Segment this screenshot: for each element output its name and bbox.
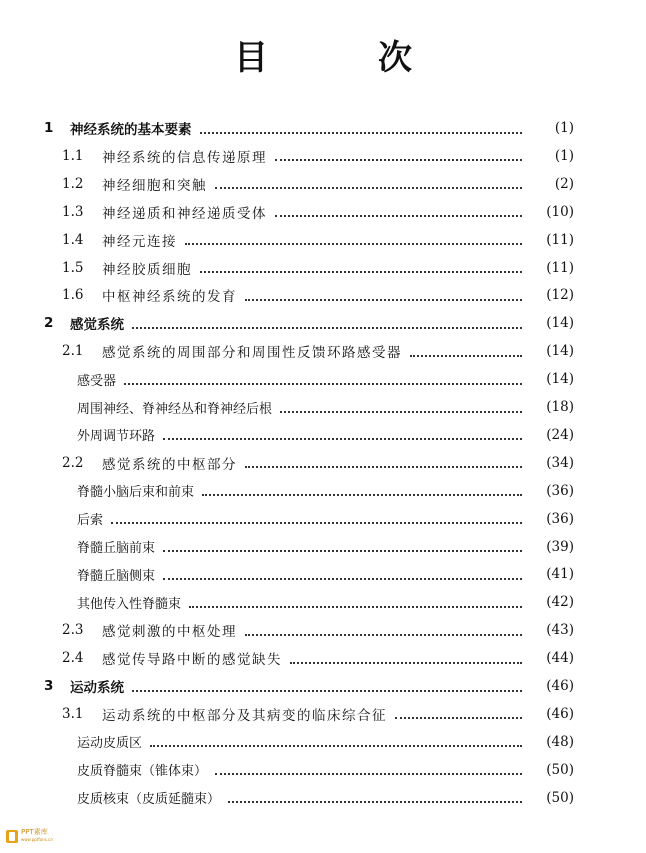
watermark-subtext: www.pptfans.cn — [21, 837, 53, 842]
toc-entry[interactable] — [0, 616, 646, 644]
toc-entry[interactable] — [0, 254, 646, 282]
toc-entry[interactable] — [0, 644, 646, 672]
toc-entry-title: 神经系统的信息传递原理 — [102, 149, 267, 166]
toc-entry[interactable] — [0, 477, 646, 505]
toc-entry[interactable] — [0, 533, 646, 561]
toc-entry-title: 运动皮质区 — [77, 736, 143, 752]
toc-entry-title: 皮质脊髓束（锥体束） — [77, 764, 208, 780]
dot-leader — [111, 521, 522, 524]
toc-entry-page: (11) — [546, 231, 574, 248]
toc-entry-page: (34) — [546, 454, 574, 471]
dot-leader — [163, 437, 522, 440]
toc-entry-title: 中枢神经系统的发育 — [102, 289, 237, 306]
toc-entry[interactable] — [0, 505, 646, 533]
toc-entry-number: 2.2 — [62, 454, 84, 471]
toc-entry-page: (50) — [546, 761, 574, 778]
toc-entry-title: 感受器 — [77, 373, 117, 389]
toc-entry[interactable] — [0, 700, 646, 728]
toc-entry-title: 其他传入性脊髓束 — [77, 596, 182, 612]
toc-entry[interactable] — [0, 588, 646, 616]
toc-entry-title: 后索 — [77, 513, 104, 529]
toc-entry-title: 脊髓小脑后束和前束 — [77, 485, 195, 501]
toc-entry-page: (1) — [554, 120, 574, 136]
toc-entry-page: (44) — [546, 650, 574, 667]
page-title: 目 次 — [234, 38, 450, 78]
toc-entry-title: 运动系统 — [70, 680, 124, 696]
toc-entry-number: 3 — [44, 678, 54, 694]
toc-entry[interactable] — [0, 672, 646, 700]
toc-entry-title: 周围神经、脊神经丛和脊神经后根 — [77, 401, 273, 417]
toc-entry-number: 1.4 — [62, 231, 84, 248]
toc-entry-page: (39) — [546, 538, 574, 555]
toc-entry-title: 神经元连接 — [102, 233, 177, 250]
toc-entry-title: 运动系统的中枢部分及其病变的临床综合征 — [102, 707, 387, 724]
toc-entry-page: (14) — [546, 371, 574, 388]
toc-entry[interactable] — [0, 365, 646, 393]
dot-leader — [275, 214, 522, 217]
toc-entry-page: (36) — [546, 510, 574, 527]
toc-entry-page: (41) — [546, 566, 574, 583]
toc-entry-page: (2) — [554, 175, 574, 192]
dot-leader — [395, 716, 522, 719]
toc-entry-number: 2 — [44, 315, 54, 332]
toc-entry-number: 1 — [44, 120, 54, 136]
toc-entry-title: 脊髓丘脑侧束 — [77, 568, 156, 584]
toc-entry-page: (11) — [546, 259, 574, 276]
toc-entry-page: (14) — [546, 343, 574, 360]
dot-leader — [410, 354, 522, 357]
toc-entry[interactable] — [0, 114, 646, 142]
toc-entry-number: 1.3 — [62, 203, 84, 220]
dot-leader — [245, 465, 522, 468]
book-icon — [6, 830, 18, 843]
dot-leader — [163, 549, 522, 552]
dot-leader — [245, 633, 522, 636]
watermark-text: PPT素库 — [21, 828, 48, 836]
toc-entry-title: 感觉系统的周围部分和周围性反馈环路感受器 — [102, 345, 402, 362]
toc-entry-title: 感觉传导路中断的感觉缺失 — [102, 652, 282, 669]
toc-entry-title: 感觉系统的中枢部分 — [102, 456, 237, 473]
toc-entry-page: (36) — [546, 482, 574, 499]
toc-entry-number: 1.2 — [62, 175, 84, 192]
toc-entry[interactable] — [0, 728, 646, 756]
toc-entry[interactable] — [0, 281, 646, 309]
toc-entry-title: 神经递质和神经递质受体 — [102, 205, 267, 222]
toc-entry-page: (1) — [554, 147, 574, 164]
dot-leader — [200, 131, 523, 134]
toc-entry-page: (24) — [546, 426, 574, 443]
toc-entry-page: (12) — [546, 287, 574, 304]
toc-entry[interactable] — [0, 421, 646, 449]
toc-entry-page: (46) — [546, 678, 574, 694]
toc-entry-page: (10) — [546, 203, 574, 220]
dot-leader — [280, 410, 522, 413]
toc-entry-title: 神经系统的基本要素 — [70, 122, 192, 138]
dot-leader — [275, 158, 522, 161]
toc-entry-title: 感觉系统 — [70, 317, 124, 334]
toc-entry-title: 神经细胞和突触 — [102, 177, 207, 194]
toc-entry[interactable] — [0, 226, 646, 254]
dot-leader — [150, 744, 522, 747]
toc-entry-page: (42) — [546, 594, 574, 611]
toc-entry[interactable] — [0, 309, 646, 337]
toc-entry[interactable] — [0, 560, 646, 588]
toc-entry-page: (14) — [546, 315, 574, 332]
toc-entry-title: 感觉刺激的中枢处理 — [102, 624, 237, 641]
dot-leader — [163, 577, 522, 580]
toc-entry[interactable] — [0, 393, 646, 421]
dot-leader — [202, 493, 522, 496]
toc-entry[interactable] — [0, 756, 646, 784]
toc-entry-number: 2.3 — [62, 622, 84, 639]
dot-leader — [185, 242, 522, 245]
dot-leader — [189, 605, 522, 608]
toc-entry[interactable] — [0, 198, 646, 226]
dot-leader — [200, 270, 522, 273]
watermark-logo — [6, 828, 53, 844]
toc-entry-number: 1.6 — [62, 287, 84, 304]
dot-leader — [290, 661, 522, 664]
dot-leader — [245, 298, 522, 301]
toc-entry-number: 2.4 — [62, 650, 84, 667]
toc-entry-title: 脊髓丘脑前束 — [77, 541, 156, 556]
toc-entry[interactable] — [0, 784, 646, 812]
toc-entry[interactable] — [0, 449, 646, 477]
toc-entry-number: 1.1 — [62, 147, 84, 164]
toc-entry-title: 外周调节环路 — [77, 429, 156, 445]
toc-entry-page: (46) — [546, 705, 574, 722]
dot-leader — [132, 689, 522, 692]
toc-entry[interactable] — [0, 337, 646, 365]
dot-leader — [132, 326, 522, 329]
dot-leader — [124, 382, 522, 385]
dot-leader — [215, 772, 522, 775]
dot-leader — [215, 186, 522, 189]
toc-entry-number: 2.1 — [62, 343, 84, 360]
toc-entry-page: (43) — [546, 622, 574, 639]
toc-entry[interactable] — [0, 170, 646, 198]
toc-entry-page: (48) — [546, 733, 574, 750]
dot-leader — [228, 800, 522, 803]
toc-entry-page: (50) — [546, 789, 574, 806]
toc-entry-title: 皮质核束（皮质延髓束） — [77, 792, 221, 808]
toc-entry[interactable] — [0, 142, 646, 170]
toc-entry-title: 神经胶质细胞 — [102, 261, 192, 278]
toc-entry-number: 1.5 — [62, 259, 84, 276]
toc-entry-page: (18) — [546, 399, 574, 415]
toc-entry-number: 3.1 — [62, 705, 84, 722]
